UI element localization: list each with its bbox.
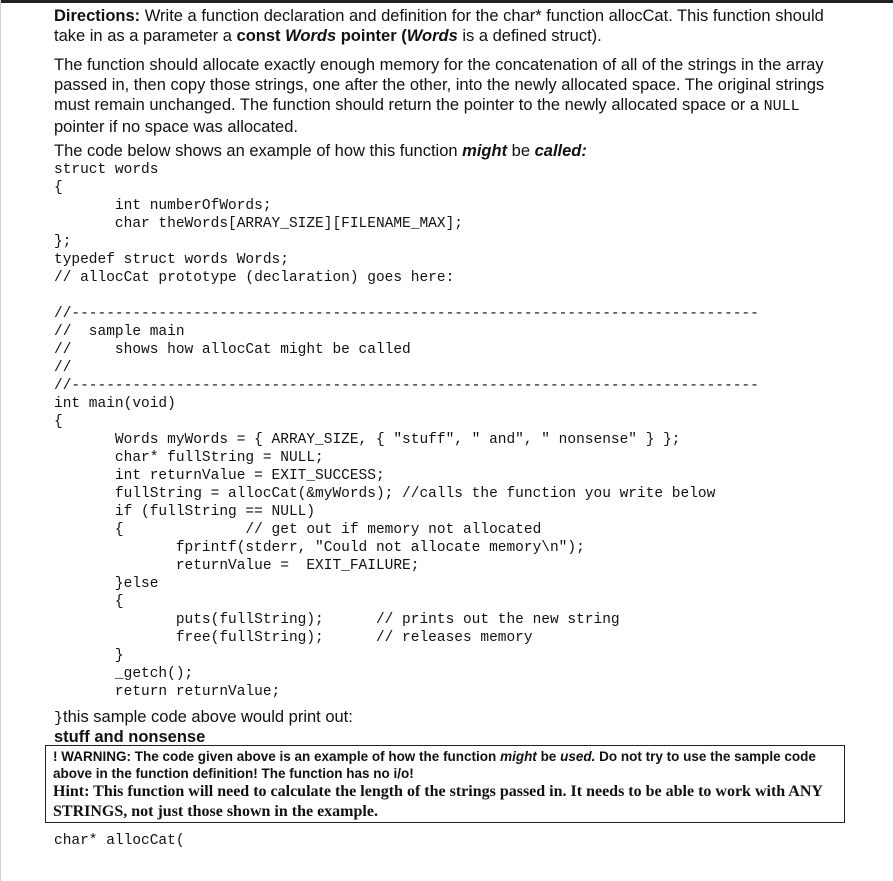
called-emphasis: called: [534, 142, 587, 160]
directions-text: Write a function declaration and definition for the char* function allocCat. This function should take in as a parameter a [54, 7, 824, 45]
code-line: // shows how allocCat might be called [54, 342, 411, 358]
sample-output: stuff and nonsense [54, 728, 206, 746]
code-line [54, 287, 759, 305]
example-intro-be: be [507, 142, 535, 160]
code-line: int main(void) [54, 396, 176, 412]
code-line: { [54, 594, 124, 610]
code-line: //------------------------------------------------------------------------------- [54, 306, 759, 322]
code-block [54, 161, 759, 701]
code-line: //------------------------------------------------------------------------------- [54, 378, 759, 394]
param-pointer: pointer ( [336, 27, 407, 45]
directions-paragraph [54, 6, 854, 46]
param-words-2: Words [406, 27, 458, 45]
code-line: // allocCat prototype (declaration) goes here: [54, 270, 455, 286]
code-line: int numberOfWords; [54, 198, 272, 214]
output-intro [54, 707, 353, 729]
example-intro-text: The code below shows an example of how this function [54, 142, 463, 160]
top-border [0, 0, 894, 3]
function-description [54, 55, 854, 137]
directions-label: Directions: [54, 7, 141, 25]
code-line: // sample main [54, 324, 185, 340]
warning-box [45, 745, 845, 823]
code-line: char* fullString = NULL; [54, 450, 324, 466]
param-words: Words [285, 27, 337, 45]
code-line: struct words [54, 162, 159, 178]
output-intro-text: this sample code above would print out: [63, 708, 353, 726]
prototype-line: char* allocCat( [54, 833, 185, 849]
code-line: returnValue = EXIT_FAILURE; [54, 558, 420, 574]
description-text: The function should allocate exactly enough memory for the concatenation of all of the strings in the array passed in, then copy those strings, one after the other, into the newly allocated space. The original strings must remain unchanged. The function should return the pointer to the newly allocated space or a [54, 56, 825, 114]
directions-text-end: is a defined struct). [457, 27, 602, 45]
code-line: }; [54, 234, 72, 250]
description-text-end: pointer if no space was allocated. [54, 118, 298, 136]
code-line: { // get out if memory not allocated [54, 522, 542, 538]
code-line: typedef struct words Words; [54, 252, 289, 268]
null-word: NULL [763, 98, 800, 115]
code-line: { [54, 180, 63, 196]
code-line: { [54, 414, 63, 430]
example-intro [54, 141, 854, 161]
hint-text: Hint: This function will need to calculate the length of the strings passed in. It needs to be able to work with ANY STRINGS, not just those shown in the example. [53, 783, 823, 820]
code-line: _getch(); [54, 666, 194, 682]
might-emphasis-warning: might [500, 749, 537, 764]
code-line: if (fullString == NULL) [54, 504, 316, 520]
code-line: } [54, 648, 124, 664]
used-emphasis: used. [560, 749, 596, 764]
code-line: // [54, 360, 72, 376]
code-line: puts(fullString); // prints out the new string [54, 612, 620, 628]
code-line: char theWords[ARRAY_SIZE][FILENAME_MAX]; [54, 216, 463, 232]
left-border [0, 0, 1, 881]
param-const: const [236, 27, 286, 45]
code-line: Words myWords = { ARRAY_SIZE, { "stuff", " and", " nonsense" } }; [54, 432, 681, 448]
code-line: fprintf(stderr, "Could not allocate memory\n"); [54, 540, 585, 556]
warning-text: ! WARNING: The code given above is an example of how the function might be used. Do not try to use the sample code above in the function definition! The function has no i/o! [53, 749, 816, 781]
code-line: return returnValue; [54, 684, 281, 700]
code-line: int returnValue = EXIT_SUCCESS; [54, 468, 385, 484]
code-line: }else [54, 576, 159, 592]
might-emphasis: might [462, 142, 508, 160]
code-line: fullString = allocCat(&myWords); //calls the function you write below [54, 486, 716, 502]
closing-brace: } [54, 710, 64, 727]
code-line: free(fullString); // releases memory [54, 630, 533, 646]
